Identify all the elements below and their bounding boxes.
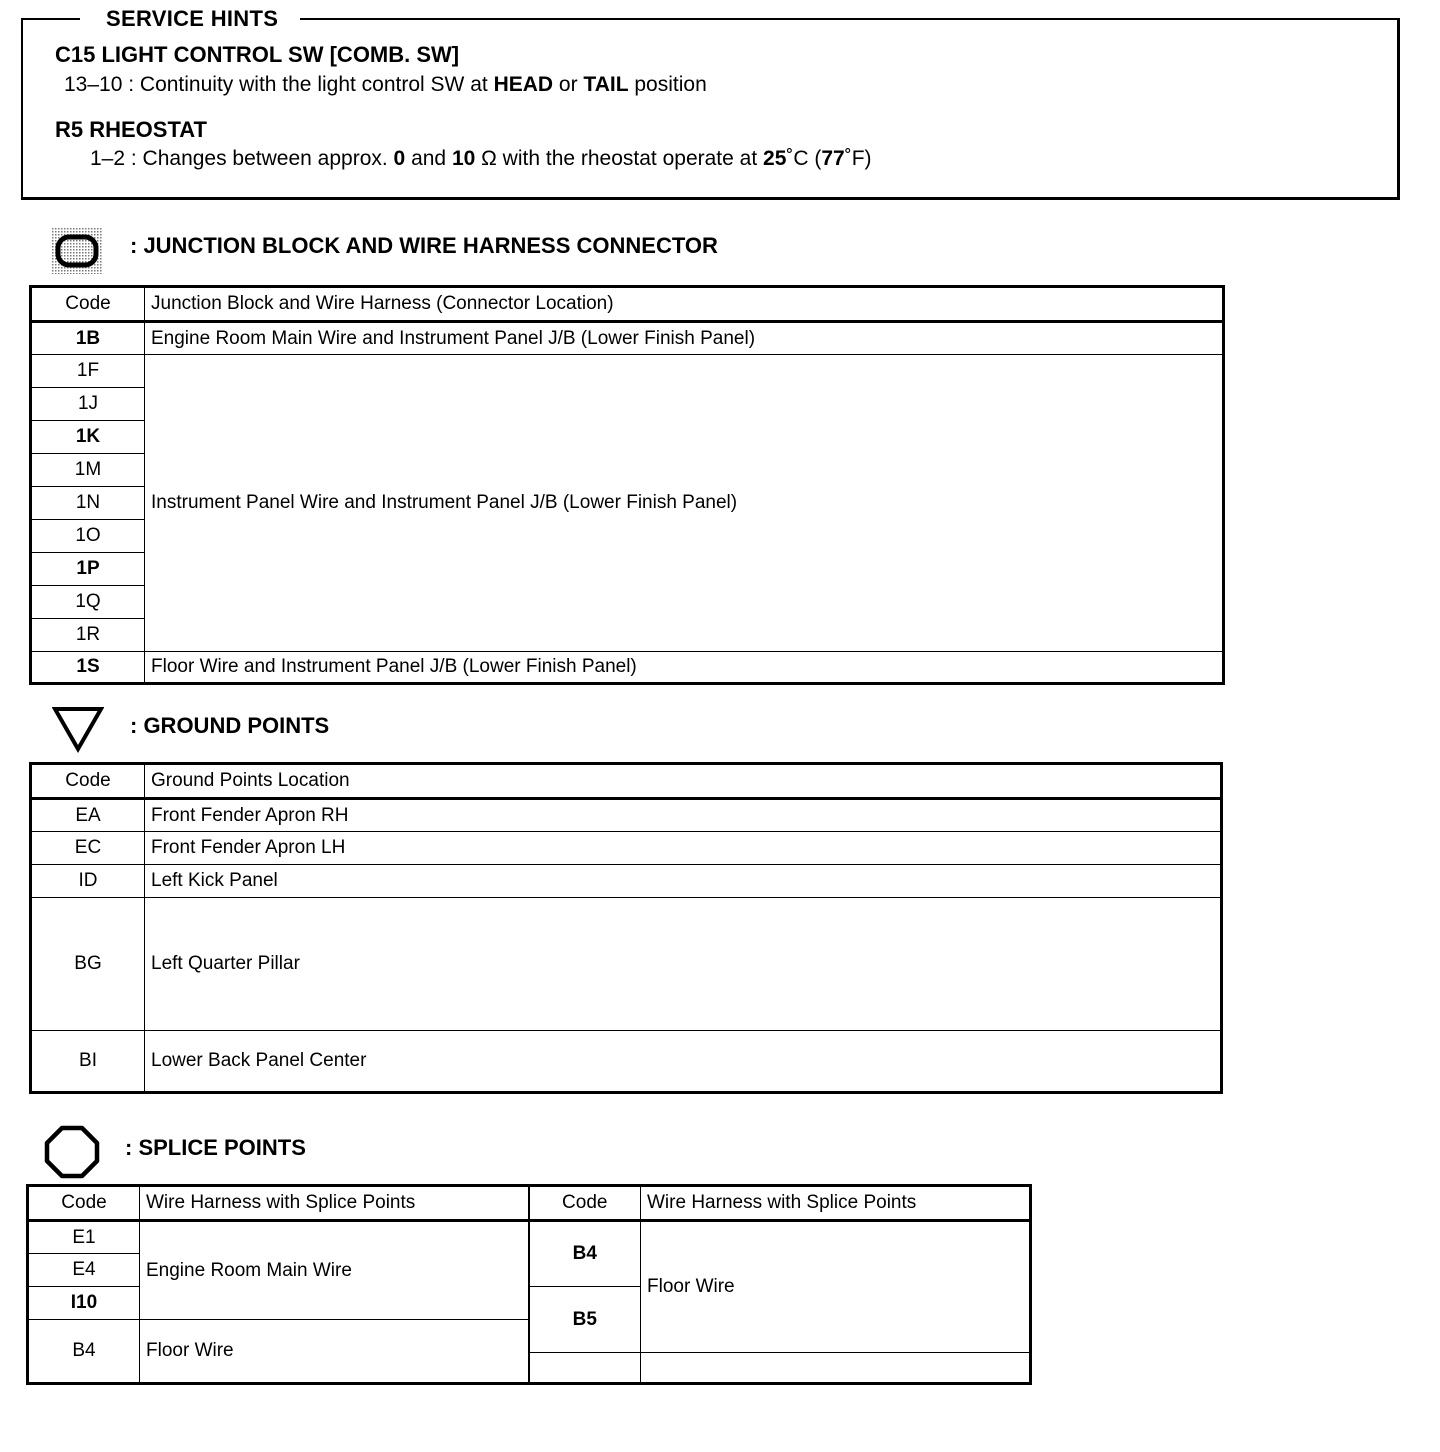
code-cell: 1S [31,652,145,684]
code-cell: 1R [31,619,145,652]
service-hints-title: SERVICE HINTS [80,6,300,32]
header-code: Code [28,1186,140,1221]
table-row [28,1221,1031,1254]
code-cell: 1F [31,355,145,388]
code-cell: I10 [28,1287,140,1320]
table-header-row [31,287,1224,322]
desc-cell: Engine Room Main Wire and Instrument Panel J/B (Lower Finish Panel) [145,322,1224,355]
hint-heading-c15: C15 LIGHT CONTROL SW [COMB. SW] [55,42,460,67]
header-code: Code [529,1186,641,1221]
code-cell: 1B [31,322,145,355]
code-cell: 1J [31,388,145,421]
desc-cell: Floor Wire and Instrument Panel J/B (Lower Finish Panel) [145,652,1224,684]
code-cell: 1P [31,553,145,586]
code-cell: 1Q [31,586,145,619]
header-desc: Junction Block and Wire Harness (Connector Location) [145,287,1224,322]
desc-cell: Floor Wire [140,1320,529,1384]
splice-table [26,1184,1032,1385]
table-row [31,355,1224,388]
junction-section-title: : JUNCTION BLOCK AND WIRE HARNESS CONNECTOR [130,233,718,258]
code-cell: BG [31,898,145,1031]
desc-cell-empty [641,1353,1031,1384]
splice-section-title: : SPLICE POINTS [125,1135,306,1160]
table-row [31,799,1222,832]
code-cell: 1K [31,421,145,454]
desc-cell: Lower Back Panel Center [145,1031,1222,1093]
code-cell: ID [31,865,145,898]
table-row [31,1031,1222,1093]
code-cell: 1O [31,520,145,553]
desc-cell: Front Fender Apron LH [145,832,1222,865]
header-desc: Wire Harness with Splice Points [140,1186,529,1221]
code-cell: B4 [28,1320,140,1384]
desc-cell: Floor Wire [641,1221,1031,1353]
desc-cell: Engine Room Main Wire [140,1221,529,1320]
code-cell: EA [31,799,145,832]
table-header-row [28,1186,1031,1221]
desc-cell: Front Fender Apron RH [145,799,1222,832]
header-desc: Ground Points Location [145,764,1222,799]
table-header-row [31,764,1222,799]
code-cell: BI [31,1031,145,1093]
junction-connector-icon [52,228,102,274]
hint-line-c15: 13–10 : Continuity with the light control SW at HEAD or TAIL position [64,73,707,96]
table-row [31,652,1224,684]
hint-heading-r5: R5 RHEOSTAT [55,117,207,142]
table-row [31,865,1222,898]
header-code: Code [31,287,145,322]
desc-cell: Left Quarter Pillar [145,898,1222,1031]
table-row [31,832,1222,865]
ground-section-title: : GROUND POINTS [130,713,330,738]
code-cell: 1M [31,454,145,487]
hint-line-r5: 1–2 : Changes between approx. 0 and 10 Ω with the rheostat operate at 25˚C (77˚F) [90,147,872,170]
code-cell: B5 [529,1287,641,1353]
code-cell: E4 [28,1254,140,1287]
code-cell: B4 [529,1221,641,1287]
desc-cell: Instrument Panel Wire and Instrument Panel J/B (Lower Finish Panel) [145,355,1224,652]
code-cell: E1 [28,1221,140,1254]
header-desc: Wire Harness with Splice Points [641,1186,1031,1221]
table-row [31,322,1224,355]
code-cell: 1N [31,487,145,520]
code-cell-empty [529,1353,641,1384]
header-code: Code [31,764,145,799]
junction-table [29,285,1225,685]
code-cell: EC [31,832,145,865]
splice-octagon-icon [44,1125,100,1179]
ground-triangle-icon [52,705,104,753]
desc-cell: Left Kick Panel [145,865,1222,898]
ground-table [29,762,1223,1094]
table-row [31,898,1222,1031]
